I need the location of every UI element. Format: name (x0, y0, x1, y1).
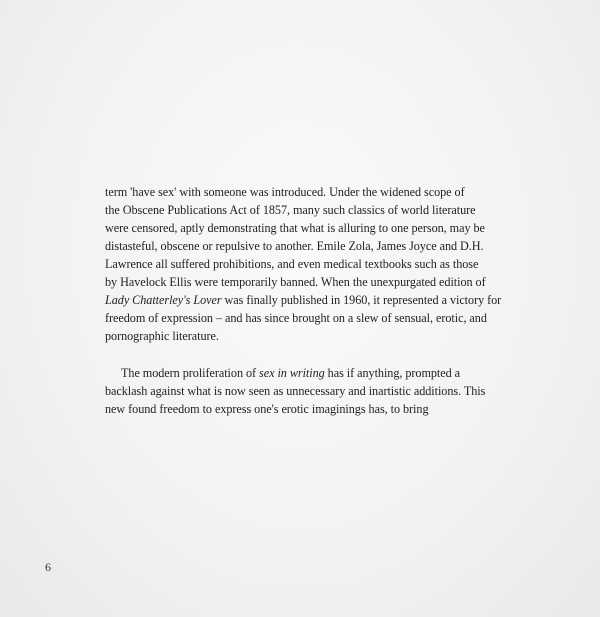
text-line: were censored, aptly demonstrating that what is alluring to one person, may be (105, 221, 485, 235)
text-fragment: The modern proliferation of (121, 366, 260, 380)
emphasis-phrase: sex in writing (259, 366, 325, 380)
body-paragraph-2 (105, 364, 500, 418)
text-line: pornographic literature. (105, 329, 219, 343)
book-title: Lady Chatterley's Lover (105, 293, 222, 307)
page-number: 6 (45, 560, 51, 574)
text-fragment: has if anything, prompted a (324, 366, 461, 380)
text-line: the Obscene Publications Act of 1857, many such classics of world literature (105, 203, 476, 217)
body-paragraph-1 (105, 183, 500, 345)
text-fragment: was finally published in 1960, it represented a victory for (221, 293, 502, 307)
text-line: term 'have sex' with someone was introduced. Under the widened scope of (105, 185, 465, 199)
text-line (105, 291, 500, 309)
text-line: distasteful, obscene or repulsive to another. Emile Zola, James Joyce and D.H. (105, 239, 484, 253)
text-line: Lawrence all suffered prohibitions, and even medical textbooks such as those (105, 257, 479, 271)
text-line: freedom of expression – and has since brought on a slew of sensual, erotic, and (105, 311, 487, 325)
text-line (105, 364, 500, 382)
text-line: by Havelock Ellis were temporarily banned. When the unexpurgated edition of (105, 275, 486, 289)
text-line: backlash against what is now seen as unnecessary and inartistic additions. This (105, 384, 486, 398)
text-line: new found freedom to express one's erotic imaginings has, to bring (105, 402, 429, 416)
